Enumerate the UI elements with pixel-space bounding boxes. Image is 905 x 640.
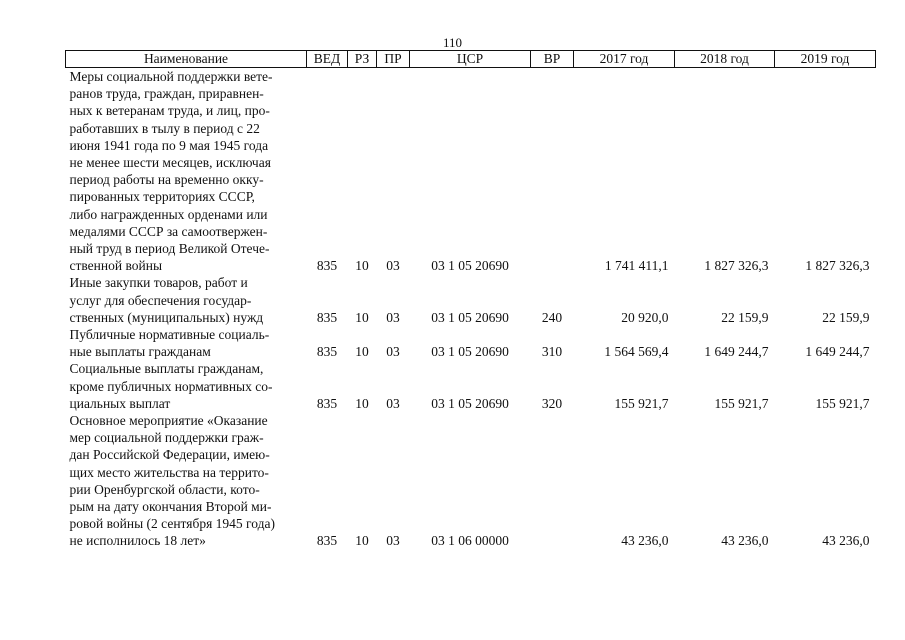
cell-rz: 10 [355, 395, 369, 411]
cell-csr: 03 1 06 00000 [431, 533, 509, 549]
name-line: дан Российской Федерации, имею- [69, 447, 270, 463]
cell-2018: 1 827 326,3 [704, 258, 769, 274]
page-number: 110 [442, 35, 463, 50]
cell-2017: 43 236,0 [621, 533, 669, 549]
name-line: ственной войны [69, 258, 163, 274]
cell-rz: 10 [355, 258, 369, 274]
cell-pr: 03 [386, 258, 400, 274]
header-vr: ВР [531, 51, 574, 68]
name-line: ровой войны (2 сентября 1945 года) [69, 516, 275, 532]
cell-2019: 1 827 326,3 [805, 258, 870, 274]
cell-2019: 1 649 244,7 [805, 344, 870, 360]
cell-ved: 835 [316, 395, 338, 411]
cell-rz: 10 [355, 309, 369, 325]
header-2017: 2017 год [574, 51, 675, 68]
cell-name [66, 360, 307, 412]
header-rz: РЗ [348, 51, 377, 68]
cell-csr: 03 1 05 20690 [431, 395, 509, 411]
name-line: кроме публичных нормативных со- [69, 378, 273, 394]
cell-name [66, 274, 307, 326]
cell-name [66, 412, 307, 550]
table-row [66, 326, 876, 360]
cell-pr: 03 [386, 395, 400, 411]
name-line: июня 1941 года по 9 мая 1945 года [69, 137, 269, 153]
header-name: Наименование [66, 51, 307, 68]
cell-vr [531, 412, 574, 550]
cell-csr: 03 1 05 20690 [431, 258, 509, 274]
cell-name [66, 326, 307, 360]
table-row [66, 360, 876, 412]
name-line: ные выплаты гражданам [69, 344, 211, 360]
cell-2017: 1 741 411,1 [604, 258, 669, 274]
cell-2017: 20 920,0 [621, 309, 669, 325]
budget-table [65, 50, 876, 550]
cell-csr: 03 1 05 20690 [431, 344, 509, 360]
name-line: ранов труда, граждан, приравнен- [69, 86, 264, 102]
name-line: Публичные нормативные социаль- [69, 327, 270, 343]
cell-2017: 155 921,7 [614, 395, 669, 411]
cell-rz: 10 [355, 533, 369, 549]
name-line: работавших в тылу в период с 22 [69, 120, 260, 136]
cell-2018: 22 159,9 [721, 309, 769, 325]
name-line: рии Оренбургской области, кото- [69, 481, 260, 497]
name-line: рым на дату окончания Второй ми- [69, 499, 272, 515]
name-line: Иные закупки товаров, работ и [69, 275, 248, 291]
cell-2018: 155 921,7 [714, 395, 769, 411]
cell-2019: 155 921,7 [815, 395, 870, 411]
name-line: услуг для обеспечения государ- [69, 292, 252, 308]
cell-ved: 835 [316, 344, 338, 360]
header-2019: 2019 год [775, 51, 876, 68]
cell-2018: 1 649 244,7 [704, 344, 769, 360]
cell-2019: 22 159,9 [822, 309, 870, 325]
header-csr: ЦСР [410, 51, 531, 68]
cell-vr: 320 [541, 395, 563, 411]
cell-vr: 310 [541, 344, 563, 360]
cell-2018: 43 236,0 [721, 533, 769, 549]
cell-vr: 240 [541, 309, 563, 325]
cell-pr: 03 [386, 344, 400, 360]
header-pr: ПР [377, 51, 410, 68]
name-line: не исполнилось 18 лет» [69, 533, 206, 549]
table-row [66, 412, 876, 550]
cell-pr: 03 [386, 309, 400, 325]
table-header-row [66, 51, 876, 68]
cell-2019: 43 236,0 [822, 533, 870, 549]
name-line: ственных (муниципальных) нужд [69, 309, 264, 325]
name-line: Социальные выплаты гражданам, [69, 361, 264, 377]
header-ved: ВЕД [307, 51, 348, 68]
name-line: период работы на временно окку- [69, 172, 264, 188]
name-line: либо награжденных орденами или [69, 206, 268, 222]
name-line: медалями СССР за самоотвержен- [69, 223, 268, 239]
table-row [66, 68, 876, 275]
name-line: Основное мероприятие «Оказание [69, 413, 268, 429]
cell-csr: 03 1 05 20690 [431, 309, 509, 325]
name-line: Меры социальной поддержки вете- [69, 69, 273, 84]
name-line: ных к ветеранам труда, и лиц, про- [69, 103, 270, 119]
name-line: мер социальной поддержки граж- [69, 430, 264, 446]
cell-pr: 03 [386, 533, 400, 549]
cell-name [66, 68, 307, 275]
cell-ved: 835 [316, 309, 338, 325]
cell-ved: 835 [316, 533, 338, 549]
cell-rz: 10 [355, 344, 369, 360]
table-row [66, 274, 876, 326]
name-line: не менее шести месяцев, исключая [69, 155, 271, 171]
name-line: ный труд в период Великой Отече- [69, 241, 270, 257]
header-2018: 2018 год [675, 51, 775, 68]
name-line: циальных выплат [69, 395, 171, 411]
cell-2017: 1 564 569,4 [604, 344, 669, 360]
table-body [66, 68, 876, 550]
name-line: щих место жительства на террито- [69, 464, 269, 480]
cell-vr [531, 68, 574, 275]
name-line: пированных территориях СССР, [69, 189, 255, 205]
cell-ved: 835 [316, 258, 338, 274]
